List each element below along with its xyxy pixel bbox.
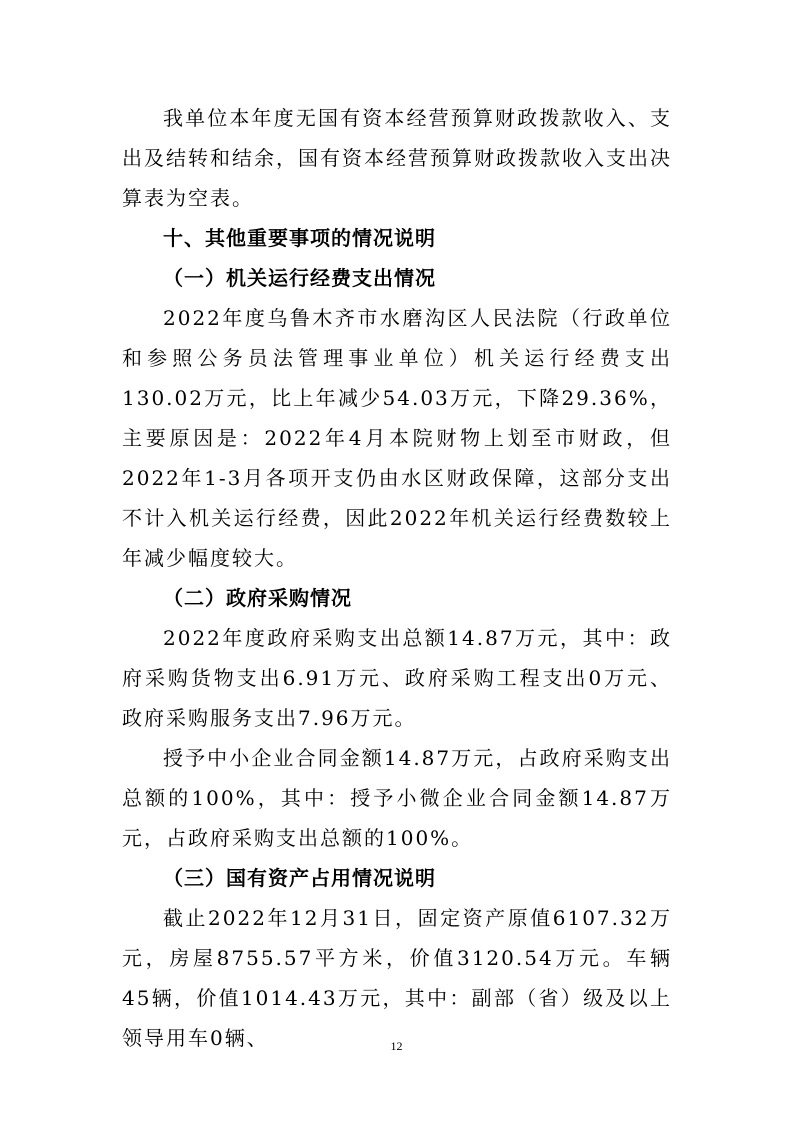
document-body bbox=[122, 98, 672, 1058]
paragraph-state-assets: 截止2022年12月31日，固定资产原值6107.32万元，房屋8755.57平方米，价值3120.54万元。车辆45辆，价值1014.43万元，其中：副部（省）级及以上领导用车0辆、 bbox=[122, 906, 672, 1050]
subheading-government-procurement: （二）政府采购情况 bbox=[163, 586, 352, 610]
paragraph-operating-expenses: 2022年度乌鲁木齐市水磨沟区人民法院（行政单位和参照公务员法管理事业单位）机关运行经费支出130.02万元，比上年减少54.03万元，下降29.36%，主要原因是：2022年4月本院财物上划至市财政，但2022年1-3月各项开支仍由水区财政保障，这部分支出不计入机关运行经费，因此2022年机关运行经费数较上年减少幅度较大。 bbox=[122, 306, 672, 570]
page-number: 12 bbox=[390, 1039, 403, 1053]
paragraph-procurement-sme: 授予中小企业合同金额14.87万元，占政府采购支出总额的100%，其中：授予小微企业合同金额14.87万元，占政府采购支出总额的100%。 bbox=[122, 746, 672, 850]
paragraph-procurement-total: 2022年度政府采购支出总额14.87万元，其中：政府采购货物支出6.91万元、政府采购工程支出0万元、政府采购服务支出7.96万元。 bbox=[122, 626, 672, 730]
paragraph-state-capital-budget: 我单位本年度无国有资本经营预算财政拨款收入、支出及结转和结余，国有资本经营预算财政拨款收入支出决算表为空表。 bbox=[122, 106, 672, 210]
section-heading-other-matters: 十、其他重要事项的情况说明 bbox=[163, 226, 436, 250]
subheading-state-assets: （三）国有资产占用情况说明 bbox=[163, 866, 436, 890]
subheading-operating-expenses: （一）机关运行经费支出情况 bbox=[163, 266, 436, 290]
